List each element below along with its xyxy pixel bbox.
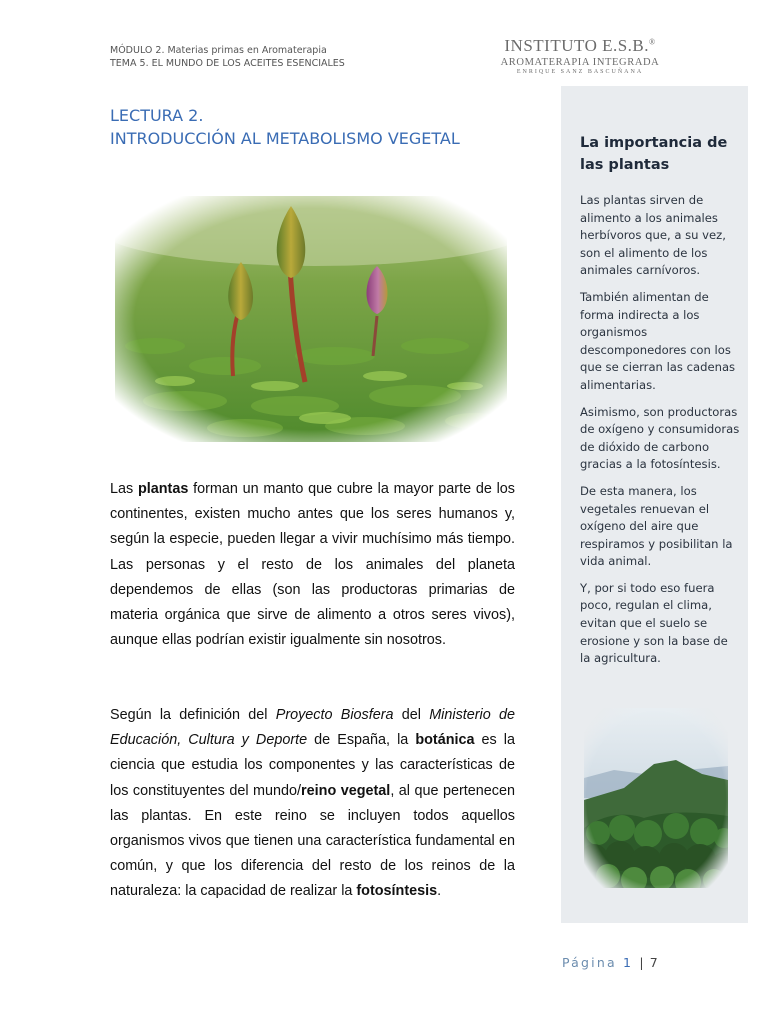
total-pages: 7 xyxy=(649,955,658,970)
logo-registered: ® xyxy=(649,37,656,47)
current-page: 1 xyxy=(623,955,634,970)
forest-mountain-photo xyxy=(584,708,728,888)
document-header xyxy=(110,44,345,70)
logo-subtitle: AROMATERAPIA INTEGRADA xyxy=(500,57,660,68)
p2-bold-botanica: botánica xyxy=(415,732,475,749)
module-line: MÓDULO 2. Materias primas en Aromaterapia xyxy=(110,45,327,56)
sidebar-paragraph: Asimismo, son productoras de oxígeno y consumidoras de dióxido de carbono gracias a la fotosíntesis. xyxy=(580,404,740,472)
topic-line: TEMA 5. EL MUNDO DE LOS ACEITES ESENCIALES xyxy=(110,58,345,69)
sidebar-text xyxy=(580,192,740,677)
sidebar-title: La importancia de las plantas xyxy=(580,135,728,173)
logo-author: ENRIQUE SANZ BASCUÑANA xyxy=(516,69,644,75)
p1-text-1: Las xyxy=(110,481,138,497)
title-lectura: LECTURA 2. xyxy=(110,106,204,125)
page-number xyxy=(562,955,658,970)
paragraph-plants-intro xyxy=(110,477,515,653)
sidebar-paragraph: De esta manera, los vegetales renuevan el oxígeno del aire que respiramos y posibilitan la vida animal. xyxy=(580,483,733,569)
sidebar-paragraph: Y, por si todo eso fuera poco, regulan el clima, evitan que el suelo se erosione y son la base de la agricultura. xyxy=(580,580,728,666)
paragraph-botany-definition xyxy=(110,703,515,905)
p2-text-6: . xyxy=(437,883,442,900)
page-title xyxy=(110,104,460,150)
institute-logo xyxy=(500,36,660,75)
p2-text-3: de España, la xyxy=(307,732,416,749)
title-topic: INTRODUCCIÓN AL METABOLISMO VEGETAL xyxy=(110,129,460,148)
p2-bold-fotosintesis: fotosíntesis xyxy=(356,883,438,900)
p2-bold-reino: reino vegetal xyxy=(301,782,391,799)
sidebar-paragraph: Las plantas sirven de alimento a los animales herbívoros que, a su vez, son el alimento de los animales carnívoros. xyxy=(580,193,726,278)
p2-text-4: es la ciencia que estudia los componentes y las características de los constituyentes del mundo/ xyxy=(110,732,515,799)
p1-bold-plantas: plantas xyxy=(137,481,189,497)
sidebar-paragraph: También alimentan de forma indirecta a los organismos descomponedores con los que se cierran las cadenas alimentarias. xyxy=(580,289,736,392)
p2-italic-ministerio: Ministerio de Educación, Cultura y Deporte xyxy=(110,707,515,749)
p2-italic-proyecto: Proyecto Biosfera xyxy=(275,707,394,723)
logo-name: INSTITUTO E.S.B. xyxy=(504,36,650,55)
p2-text-1: Según la definición del xyxy=(110,707,276,723)
p2-text-5: , al que pertenecen las plantas. En este reino se incluyen todos aquellos organismos vivos que tienen una característica fundamental en común, y que los diferencia del resto de los reinos de la naturaleza: la capacidad de realizar la xyxy=(110,782,515,900)
p2-text-2: del xyxy=(393,707,430,723)
lotus-buds-photo xyxy=(115,196,507,442)
page-label: Página xyxy=(562,955,617,970)
page-separator: | xyxy=(639,955,644,970)
p1-text-2: forman un manto que cubre la mayor parte de los continentes, existen mucho antes que los seres humanos y, según la especie, pueden llegar a vivir muchísimo más tiempo. Las personas y el resto de los animales del planeta dependemos de ellas (son las productoras primarias de materia orgánica que sirve de alimento a otros seres vivos), aunque ellas podrían existir igualmente sin nosotros. xyxy=(110,481,515,649)
